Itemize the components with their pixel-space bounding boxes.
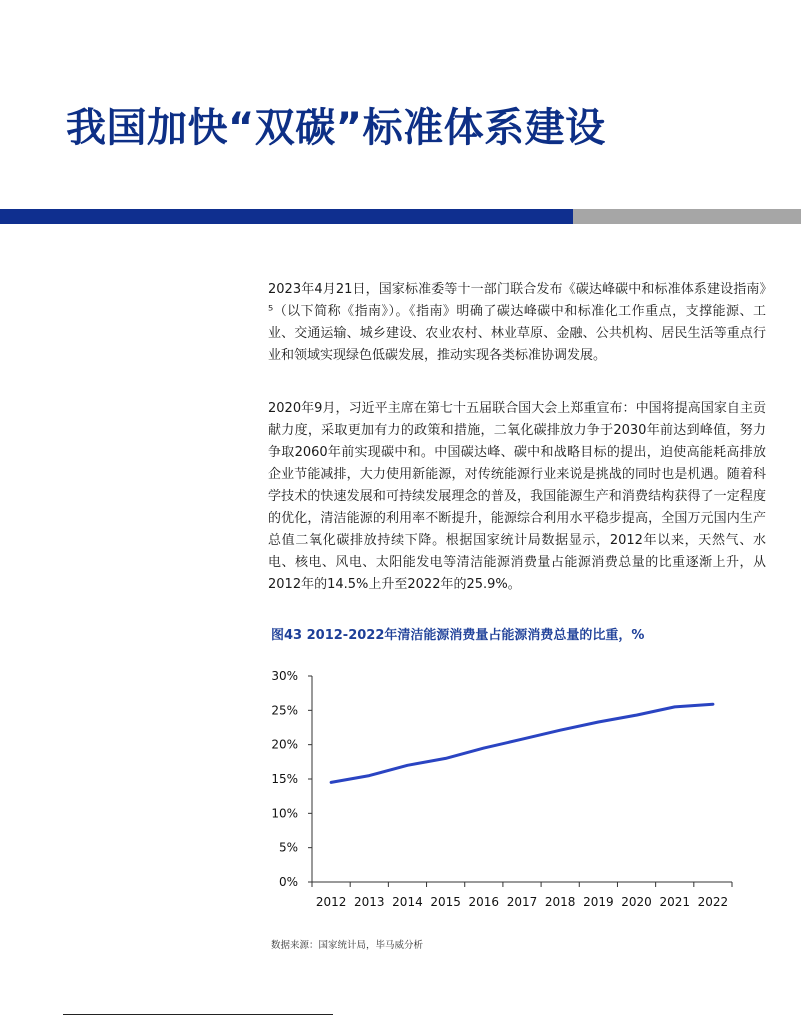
y-tick-label: 20% (271, 737, 298, 752)
data-point (406, 764, 408, 766)
data-point (368, 774, 370, 776)
data-point (521, 738, 523, 740)
y-tick-label: 5% (278, 840, 298, 855)
y-tick-label: 30% (271, 669, 298, 683)
x-tick-label: 2018 (544, 895, 576, 909)
y-tick-label: 10% (271, 806, 298, 821)
figure-source: 数据来源：国家统计局，毕马威分析 (271, 940, 424, 951)
data-point (712, 703, 714, 705)
page-title: 我国加快“双碳”标准体系建设 (66, 105, 606, 151)
x-tick-label: 2022 (697, 895, 729, 909)
x-tick-label: 2019 (583, 895, 614, 909)
x-tick-label: 2021 (659, 895, 691, 909)
y-tick-label: 25% (271, 703, 298, 718)
x-tick-label: 2014 (392, 895, 423, 909)
figure-caption: 图43 2012-2022年清洁能源消费量占能源消费总量的比重，% (271, 628, 645, 643)
y-tick-label: 15% (271, 772, 298, 786)
data-point (444, 757, 446, 759)
x-tick-label: 2015 (430, 895, 461, 909)
data-point (483, 747, 485, 749)
x-tick-label: 2012 (315, 895, 347, 909)
data-point (597, 721, 599, 723)
data-point (559, 729, 561, 731)
header-band-blue (0, 209, 573, 224)
x-tick-label: 2016 (468, 895, 500, 909)
data-point (674, 706, 676, 708)
series-line-0 (331, 704, 713, 782)
footnote-rule (63, 1014, 333, 1015)
y-tick-label: 0% (278, 875, 298, 889)
body-paragraph: 2023年4月21日，国家标准委等十一部门联合发布《碳达峰碳中和标准体系建设指南》⁵（以下简称《指南》）。《指南》明确了碳达峰碳中和标准化工作重点，支撑能源、工业、交通运输、城乡建设、农业农村、林业草原、金融、公共机构、居民生活等重点行业和领域实现绿色低碳发展，推动实现各类标准协调发展。 (268, 282, 766, 363)
data-point (635, 714, 637, 716)
x-tick-label: 2017 (506, 895, 538, 909)
x-tick-label: 2013 (353, 895, 385, 909)
header-band-gray (573, 209, 801, 224)
line-chart (255, 660, 735, 920)
body-paragraph: 2020年9月，习近平主席在第七十五届联合国大会上郑重宣布：中国将提高国家自主贡献力度，采取更加有力的政策和措施，二氧化碳排放力争于2030年前达到峰值，努力争取2060年前实现碳中和。中国碳达峰、碳中和战略目标的提出，迫使高能耗高排放企业节能减排，大力使用新能源，对传统能源行业来说是挑战的同时也是机遇。随着科学技术的快速发展和可持续发展理念的普及，我国能源生产和消费结构获得了一定程度的优化，清洁能源的利用率不断提升，能源综合利用水平稳步提高，全国万元国内生产总值二氧化碳排放持续下降。根据国家统计局数据显示，2012年以来，天然气、水电、核电、风电、太阳能发电等清洁能源消费量占能源消费总量的比重逐渐上升，从2012年的14.5%上升至2022年的25.9%。 (268, 401, 766, 592)
x-tick-label: 2020 (621, 895, 652, 909)
data-point (330, 781, 332, 783)
